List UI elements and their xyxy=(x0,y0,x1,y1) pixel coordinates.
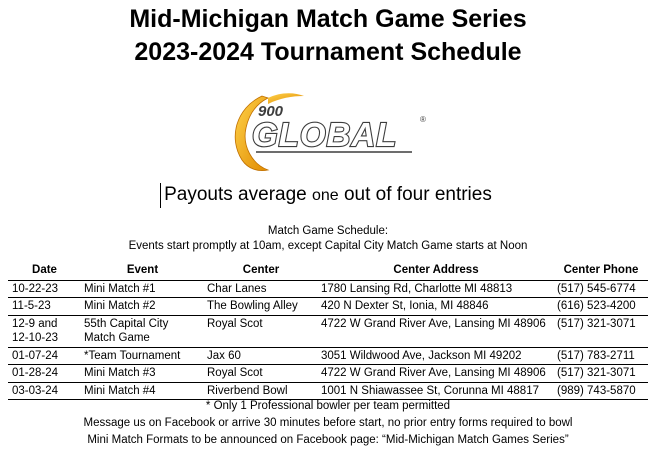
cell-center: Riverbend Bowl xyxy=(204,382,318,400)
cell-center: Jax 60 xyxy=(204,347,318,365)
cell-event: Mini Match #1 xyxy=(81,280,204,298)
cell-event: *Team Tournament xyxy=(81,347,204,365)
footnote-pro-bowler: * Only 1 Professional bowler per team permitted xyxy=(205,400,451,412)
cell-date: 01-07-24 xyxy=(8,347,81,365)
cell-address: 420 N Dexter St, Ionia, MI 48846 xyxy=(318,298,554,316)
cell-event: Mini Match #2 xyxy=(81,298,204,316)
logo-number: 900 xyxy=(258,103,284,120)
table-row xyxy=(8,280,648,298)
table-row xyxy=(8,382,648,400)
table-row xyxy=(8,298,648,316)
title-line-1: Mid-Michigan Match Game Series xyxy=(129,5,527,33)
cell-address: 1780 Lansing Rd, Charlotte MI 48813 xyxy=(318,280,554,298)
cell-date: 03-03-24 xyxy=(8,382,81,400)
cell-date: 01-28-24 xyxy=(8,365,81,383)
cell-phone: (616) 523-4200 xyxy=(554,298,648,316)
cell-event: Mini Match #4 xyxy=(81,382,204,400)
cell-phone: (517) 545-6774 xyxy=(554,280,648,298)
header-address: Center Address xyxy=(318,262,554,280)
cell-center: The Bowling Alley xyxy=(204,298,318,316)
cell-phone: (517) 783-2711 xyxy=(554,347,648,365)
header-center: Center xyxy=(204,262,318,280)
900-global-logo xyxy=(222,86,434,174)
header-phone: Center Phone xyxy=(554,262,648,280)
table-row xyxy=(8,315,648,347)
schedule-heading: Match Game Schedule: xyxy=(267,225,389,237)
cell-address: 4722 W Grand River Ave, Lansing MI 48906 xyxy=(318,315,554,347)
cell-center: Royal Scot xyxy=(204,365,318,383)
header-date: Date xyxy=(8,262,81,280)
cell-address: 1001 N Shiawassee St, Corunna MI 48817 xyxy=(318,382,554,400)
footnote-mini-match-formats: Mini Match Formats to be announced on Facebook page: “Mid-Michigan Match Games Series” xyxy=(87,434,569,446)
cell-date: 10-22-23 xyxy=(8,280,81,298)
cell-date: 12-9 and 12-10-23 xyxy=(8,315,81,347)
cell-event: Mini Match #3 xyxy=(81,365,204,383)
schedule-table xyxy=(8,262,648,400)
cell-address: 3051 Wildwood Ave, Jackson MI 49202 xyxy=(318,347,554,365)
table-row xyxy=(8,347,648,365)
logo-trademark: ® xyxy=(420,115,426,124)
cell-center: Char Lanes xyxy=(204,280,318,298)
table-row xyxy=(8,365,648,383)
title-line-2: 2023-2024 Tournament Schedule xyxy=(134,38,522,66)
cell-center: Royal Scot xyxy=(204,315,318,347)
cell-phone: (989) 743-5870 xyxy=(554,382,648,400)
header-event: Event xyxy=(81,262,204,280)
cell-event: 55th Capital City Match Game xyxy=(81,315,204,347)
logo-word: GLOBAL xyxy=(252,116,398,153)
cell-date: 11-5-23 xyxy=(8,298,81,316)
table-header-row xyxy=(8,262,648,280)
schedule-note: Events start promptly at 10am, except Capital City Match Game starts at Noon xyxy=(128,240,528,252)
payouts-line: Payouts average one out of four entries xyxy=(164,184,492,205)
footnote-facebook-message: Message us on Facebook or arrive 30 minutes before start, no prior entry forms required to bowl xyxy=(83,417,573,429)
cell-address: 4722 W Grand River Ave, Lansing MI 48906 xyxy=(318,365,554,383)
cell-phone: (517) 321-3071 xyxy=(554,315,648,347)
cell-phone: (517) 321-3071 xyxy=(554,365,648,383)
